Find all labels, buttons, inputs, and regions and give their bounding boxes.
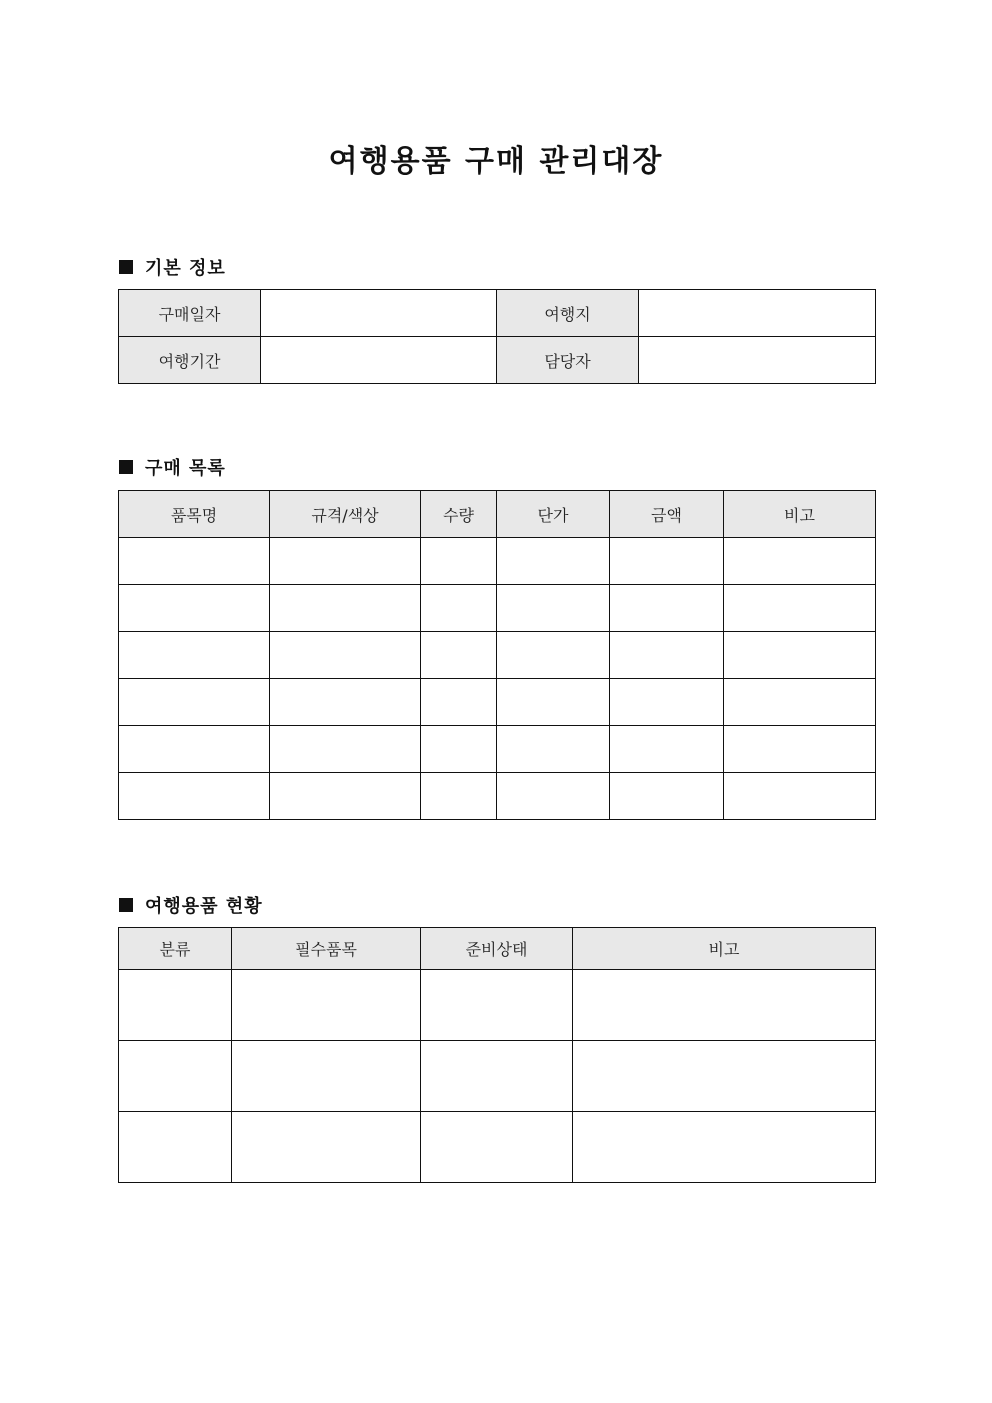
cell-essential-items[interactable] — [232, 1112, 421, 1183]
table-header-row — [119, 491, 876, 538]
cell-category[interactable] — [119, 970, 232, 1041]
square-bullet-icon — [119, 460, 133, 474]
square-bullet-icon — [119, 898, 133, 912]
cell-spec-color[interactable] — [270, 538, 421, 585]
label-manager: 담당자 — [497, 337, 639, 384]
column-header-remarks: 비고 — [724, 491, 876, 538]
field-purchase-date[interactable] — [261, 290, 497, 337]
cell-remarks[interactable] — [573, 970, 876, 1041]
table-row — [119, 970, 876, 1041]
cell-amount[interactable] — [610, 538, 724, 585]
label-destination: 여행지 — [497, 290, 639, 337]
column-header-item-name: 품목명 — [119, 491, 270, 538]
section-heading-purchase-list — [119, 454, 226, 480]
field-manager[interactable] — [639, 337, 876, 384]
section-heading-label: 구매 목록 — [145, 458, 226, 479]
column-header-spec-color: 규격/색상 — [270, 491, 421, 538]
cell-amount[interactable] — [610, 773, 724, 820]
basic-info-table — [118, 289, 876, 384]
purchase-list-table — [118, 490, 876, 820]
cell-essential-items[interactable] — [232, 970, 421, 1041]
column-header-essential-items: 필수품목 — [232, 928, 421, 970]
table-row — [119, 1041, 876, 1112]
cell-spec-color[interactable] — [270, 773, 421, 820]
field-destination[interactable] — [639, 290, 876, 337]
cell-spec-color[interactable] — [270, 585, 421, 632]
cell-spec-color[interactable] — [270, 726, 421, 773]
column-header-unit-price: 단가 — [497, 491, 610, 538]
travel-goods-status-table — [118, 927, 876, 1183]
cell-remarks[interactable] — [724, 585, 876, 632]
table-row — [119, 290, 876, 337]
cell-unit-price[interactable] — [497, 679, 610, 726]
cell-unit-price[interactable] — [497, 585, 610, 632]
cell-item-name[interactable] — [119, 632, 270, 679]
table-row — [119, 538, 876, 585]
label-purchase-date: 구매일자 — [119, 290, 261, 337]
table-row — [119, 337, 876, 384]
section-heading-basic-info — [119, 254, 226, 280]
cell-quantity[interactable] — [421, 679, 497, 726]
cell-quantity[interactable] — [421, 585, 497, 632]
cell-remarks[interactable] — [573, 1041, 876, 1112]
table-header-row — [119, 928, 876, 970]
cell-unit-price[interactable] — [497, 632, 610, 679]
field-travel-period[interactable] — [261, 337, 497, 384]
cell-item-name[interactable] — [119, 773, 270, 820]
cell-category[interactable] — [119, 1112, 232, 1183]
cell-quantity[interactable] — [421, 726, 497, 773]
cell-quantity[interactable] — [421, 538, 497, 585]
cell-amount[interactable] — [610, 632, 724, 679]
cell-category[interactable] — [119, 1041, 232, 1112]
cell-preparation-status[interactable] — [421, 970, 573, 1041]
table-row — [119, 726, 876, 773]
cell-unit-price[interactable] — [497, 773, 610, 820]
cell-remarks[interactable] — [573, 1112, 876, 1183]
cell-essential-items[interactable] — [232, 1041, 421, 1112]
cell-spec-color[interactable] — [270, 679, 421, 726]
column-header-preparation-status: 준비상태 — [421, 928, 573, 970]
cell-preparation-status[interactable] — [421, 1112, 573, 1183]
table-row — [119, 632, 876, 679]
section-heading-label: 기본 정보 — [145, 258, 226, 279]
cell-item-name[interactable] — [119, 726, 270, 773]
table-row — [119, 773, 876, 820]
label-travel-period: 여행기간 — [119, 337, 261, 384]
cell-item-name[interactable] — [119, 585, 270, 632]
column-header-amount: 금액 — [610, 491, 724, 538]
cell-amount[interactable] — [610, 726, 724, 773]
cell-amount[interactable] — [610, 679, 724, 726]
square-bullet-icon — [119, 260, 133, 274]
column-header-category: 분류 — [119, 928, 232, 970]
cell-remarks[interactable] — [724, 726, 876, 773]
cell-quantity[interactable] — [421, 773, 497, 820]
cell-amount[interactable] — [610, 585, 724, 632]
section-heading-label: 여행용품 현황 — [145, 896, 263, 917]
column-header-remarks: 비고 — [573, 928, 876, 970]
table-row — [119, 585, 876, 632]
document-title: 여행용품 구매 관리대장 — [328, 144, 664, 179]
cell-remarks[interactable] — [724, 679, 876, 726]
cell-item-name[interactable] — [119, 538, 270, 585]
cell-preparation-status[interactable] — [421, 1041, 573, 1112]
table-row — [119, 1112, 876, 1183]
column-header-quantity: 수량 — [421, 491, 497, 538]
cell-remarks[interactable] — [724, 773, 876, 820]
cell-unit-price[interactable] — [497, 538, 610, 585]
cell-item-name[interactable] — [119, 679, 270, 726]
section-heading-status — [119, 892, 263, 918]
cell-unit-price[interactable] — [497, 726, 610, 773]
table-row — [119, 679, 876, 726]
cell-spec-color[interactable] — [270, 632, 421, 679]
cell-remarks[interactable] — [724, 632, 876, 679]
cell-quantity[interactable] — [421, 632, 497, 679]
cell-remarks[interactable] — [724, 538, 876, 585]
